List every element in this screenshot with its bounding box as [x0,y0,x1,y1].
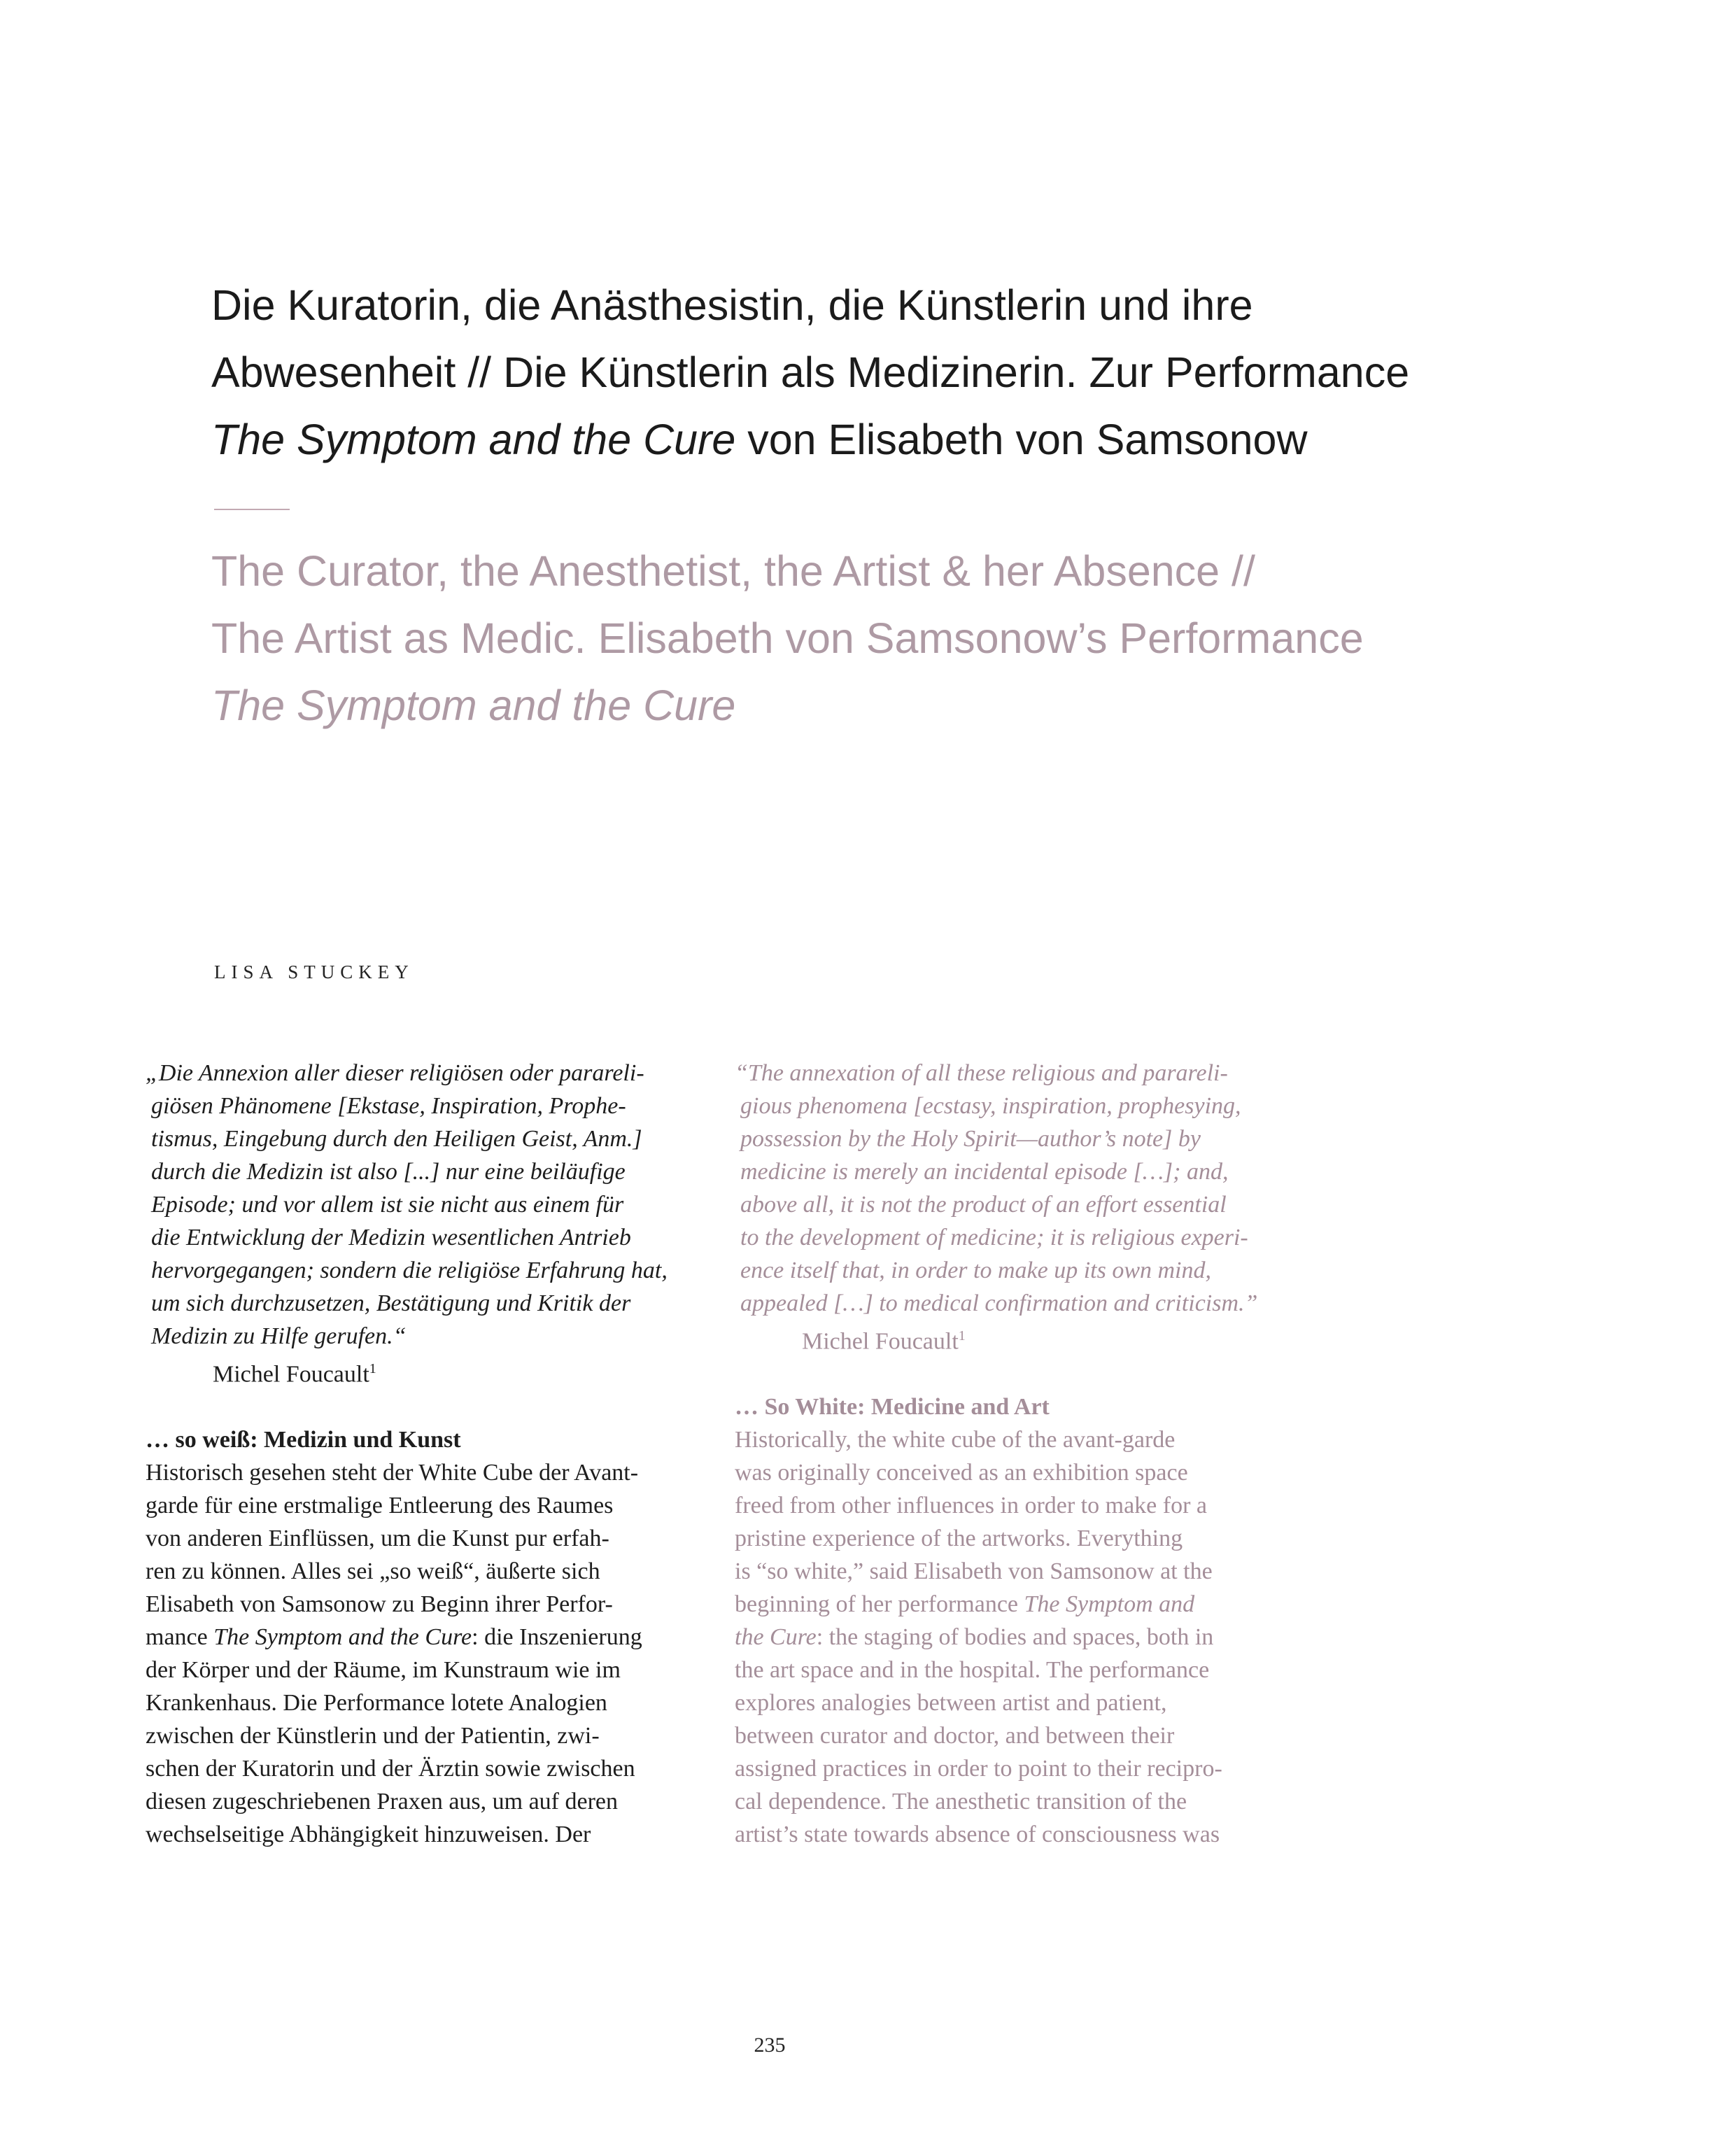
title-german [211,272,1541,473]
body-line: between curator and doctor, and between their [735,1723,1175,1749]
german-column [146,1057,747,1851]
title-english-line-3 [211,672,1541,739]
quote-line: appealed […] to medical confirmation and criticism.” [740,1290,1258,1316]
body-line [146,1621,747,1654]
body-line: cal dependence. The anesthetic transition of the [735,1789,1187,1815]
body-line [735,1588,1336,1621]
body-line: garde für eine erstmalige Entleerung des Raumes [146,1493,614,1519]
body-line-part: : the staging of bodies and spaces, both in [816,1624,1214,1651]
title-german-line-2: Abwesenheit // Die Künstlerin als Medizinerin. Zur Performance [211,348,1410,396]
body-line: Historisch gesehen steht der White Cube der Avant- [146,1460,639,1486]
body-line: assigned practices in order to point to their recipro- [735,1756,1222,1782]
body-line: pristine experience of the artworks. Everything [735,1526,1183,1552]
body-line: diesen zugeschriebenen Praxen aus, um auf deren [146,1789,619,1815]
quote-line: durch die Medizin ist also [...] nur eine beiläufige [151,1159,626,1185]
english-column [735,1057,1336,1851]
body-line: schen der Kuratorin und der Ärztin sowie zwischen [146,1756,635,1782]
body-text-german [146,1456,747,1851]
quote-line: Medizin zu Hilfe gerufen.“ [151,1323,407,1349]
title-english [211,537,1541,739]
title-german-line-3-rest: von Elisabeth von Samsonow [735,416,1308,463]
body-line: Elisabeth von Samsonow zu Beginn ihrer Perfor- [146,1591,613,1618]
body-line: artist’s state towards absence of consciousness was [735,1822,1220,1848]
epigraph-quote-english [735,1057,1336,1320]
quote-line: Episode; und vor allem ist sie nicht aus einem für [151,1192,624,1218]
body-line: the art space and in the hospital. The performance [735,1657,1210,1684]
quote-line: um sich durchzusetzen, Bestätigung und Kritik der [151,1290,631,1316]
quote-source-english [735,1320,1336,1358]
quote-line: giösen Phänomene [Ekstase, Inspiration, Prophe- [151,1093,626,1119]
source-name: Michel Foucault [213,1361,369,1388]
quote-line: ence itself that, in order to make up its own mind, [740,1257,1211,1283]
work-title: The Symptom and the Cure [213,1624,472,1651]
work-title: the Cure [735,1624,817,1651]
section-heading-english: … So White: Medicine and Art [735,1394,1050,1421]
quote-line: possession by the Holy Spirit—author’s note] by [740,1126,1201,1152]
section-heading-german: … so weiß: Medizin und Kunst [146,1427,461,1453]
body-line: von anderen Einflüssen, um die Kunst pur erfah- [146,1526,609,1552]
title-german-line-3 [211,406,1541,473]
source-name: Michel Foucault [802,1328,959,1355]
body-line: der Körper und der Räume, im Kunstraum wie im [146,1657,621,1684]
quote-line: „Die Annexion aller dieser religiösen oder parareli- [146,1060,644,1086]
footnote-ref[interactable]: 1 [958,1328,966,1344]
quote-line: gious phenomena [ecstasy, inspiration, prophesying, [740,1093,1241,1119]
body-line: is “so white,” said Elisabeth von Samsonow at the [735,1558,1213,1585]
body-line [735,1621,1336,1654]
author-name: LISA STUCKEY [214,961,414,982]
body-line: wechselseitige Abhängigkeit hinzuweisen. Der [146,1822,591,1848]
body-line: freed from other influences in order to make for a [735,1493,1207,1519]
quote-source-german [146,1353,747,1390]
work-title: The Symptom and [1024,1591,1195,1618]
quote-line: die Entwicklung der Medizin wesentlichen Antrieb [151,1225,631,1250]
page-number: 235 [754,2034,786,2057]
title-german-work-title: The Symptom and the Cure [211,416,736,463]
body-line-part: mance [146,1624,214,1651]
title-english-line-2: The Artist as Medic. Elisabeth von Samsonow’s Performance [211,614,1364,662]
body-line: Krankenhaus. Die Performance lotete Analogien [146,1690,607,1717]
epigraph-quote-german [146,1057,747,1353]
title-english-work-title: The Symptom and the Cure [211,682,736,729]
quote-line: hervorgegangen; sondern die religiöse Erfahrung hat, [151,1257,668,1283]
body-text-english [735,1423,1336,1851]
body-line-part: beginning of her performance [735,1591,1024,1618]
title-english-line-1: The Curator, the Anesthetist, the Artist & her Absence // [211,547,1255,595]
quote-line: tismus, Eingebung durch den Heiligen Geist, Anm.] [151,1126,642,1152]
quote-line: medicine is merely an incidental episode […]; and, [740,1159,1229,1185]
footnote-ref[interactable]: 1 [369,1361,376,1376]
body-line: Historically, the white cube of the avant-garde [735,1427,1176,1453]
quote-line: above all, it is not the product of an effort essential [740,1192,1227,1218]
title-divider [214,509,290,510]
quote-line: to the development of medicine; it is religious experi- [740,1225,1248,1250]
body-line: was originally conceived as an exhibition space [735,1460,1188,1486]
title-german-line-1: Die Kuratorin, die Anästhesistin, die Künstlerin und ihre [211,281,1253,329]
body-line: ren zu können. Alles sei „so weiß“, äußerte sich [146,1558,600,1585]
body-line-part: : die Inszenierung [472,1624,642,1651]
quote-line: “The annexation of all these religious and parareli- [735,1060,1228,1086]
body-line: explores analogies between artist and patient, [735,1690,1167,1717]
body-line: zwischen der Künstlerin und der Patientin, zwi- [146,1723,600,1749]
